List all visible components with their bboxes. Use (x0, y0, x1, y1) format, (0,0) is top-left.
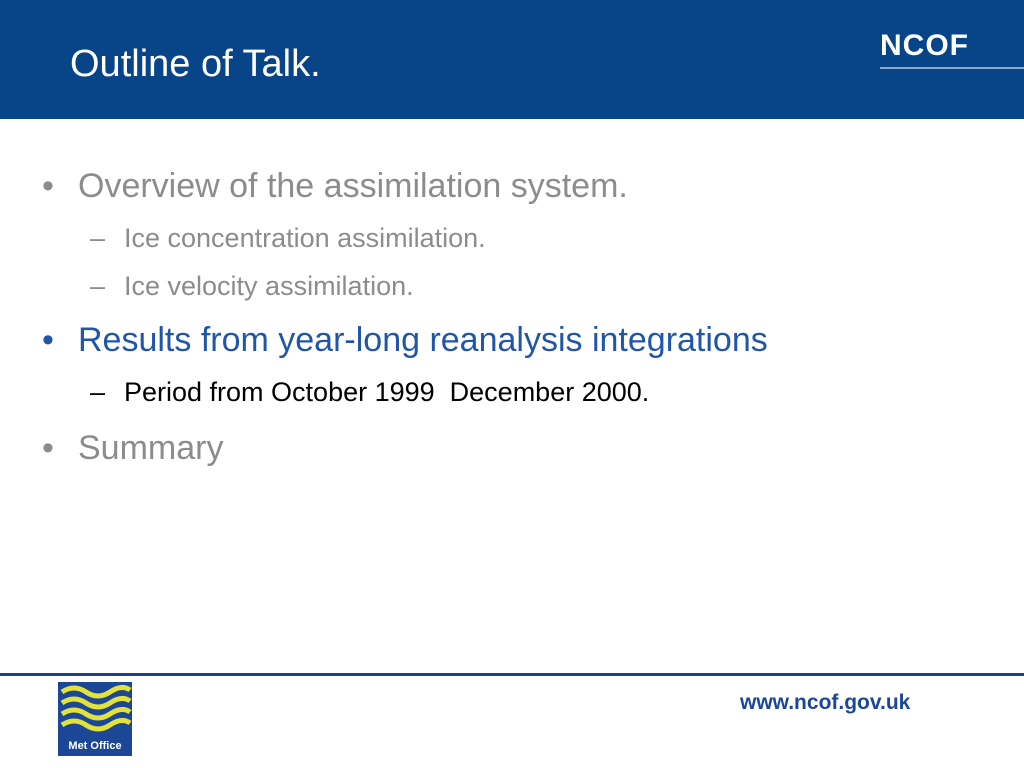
bullet-text: Results from year-long reanalysis integrations (78, 321, 768, 359)
sub-bullet-text: Ice concentration assimilation. (124, 223, 486, 253)
ncof-logo-text: NCOF (880, 29, 969, 62)
bullet-item-results (42, 320, 768, 360)
sub-bullet-marker: – (90, 271, 106, 301)
sub-bullet-marker: – (90, 223, 106, 253)
bullet-item-summary (42, 428, 223, 468)
sub-bullet-ice-concentration (90, 222, 486, 254)
bullet-marker: • (42, 321, 54, 359)
sub-bullet-text: Ice velocity assimilation. (124, 271, 414, 301)
met-office-logo (58, 682, 132, 756)
footer-divider (0, 673, 1024, 676)
bullet-text: Summary (78, 429, 224, 467)
met-office-waves-icon (58, 682, 132, 740)
sub-bullet-marker: – (90, 377, 106, 407)
bullet-marker: • (42, 167, 54, 205)
slide-title: Outline of Talk. (70, 43, 321, 85)
bullet-marker: • (42, 429, 54, 467)
footer-url[interactable]: www.ncof.gov.uk (740, 691, 911, 714)
bullet-text: Overview of the assimilation system. (78, 167, 628, 205)
sub-bullet-period (90, 376, 649, 408)
ncof-underline (880, 67, 1024, 69)
sub-bullet-ice-velocity (90, 270, 414, 302)
bullet-item-overview (42, 166, 628, 206)
met-office-label: Met Office (68, 740, 122, 752)
sub-bullet-text: Period from October 1999 December 2000. (124, 377, 650, 407)
title-bar (0, 0, 1024, 119)
